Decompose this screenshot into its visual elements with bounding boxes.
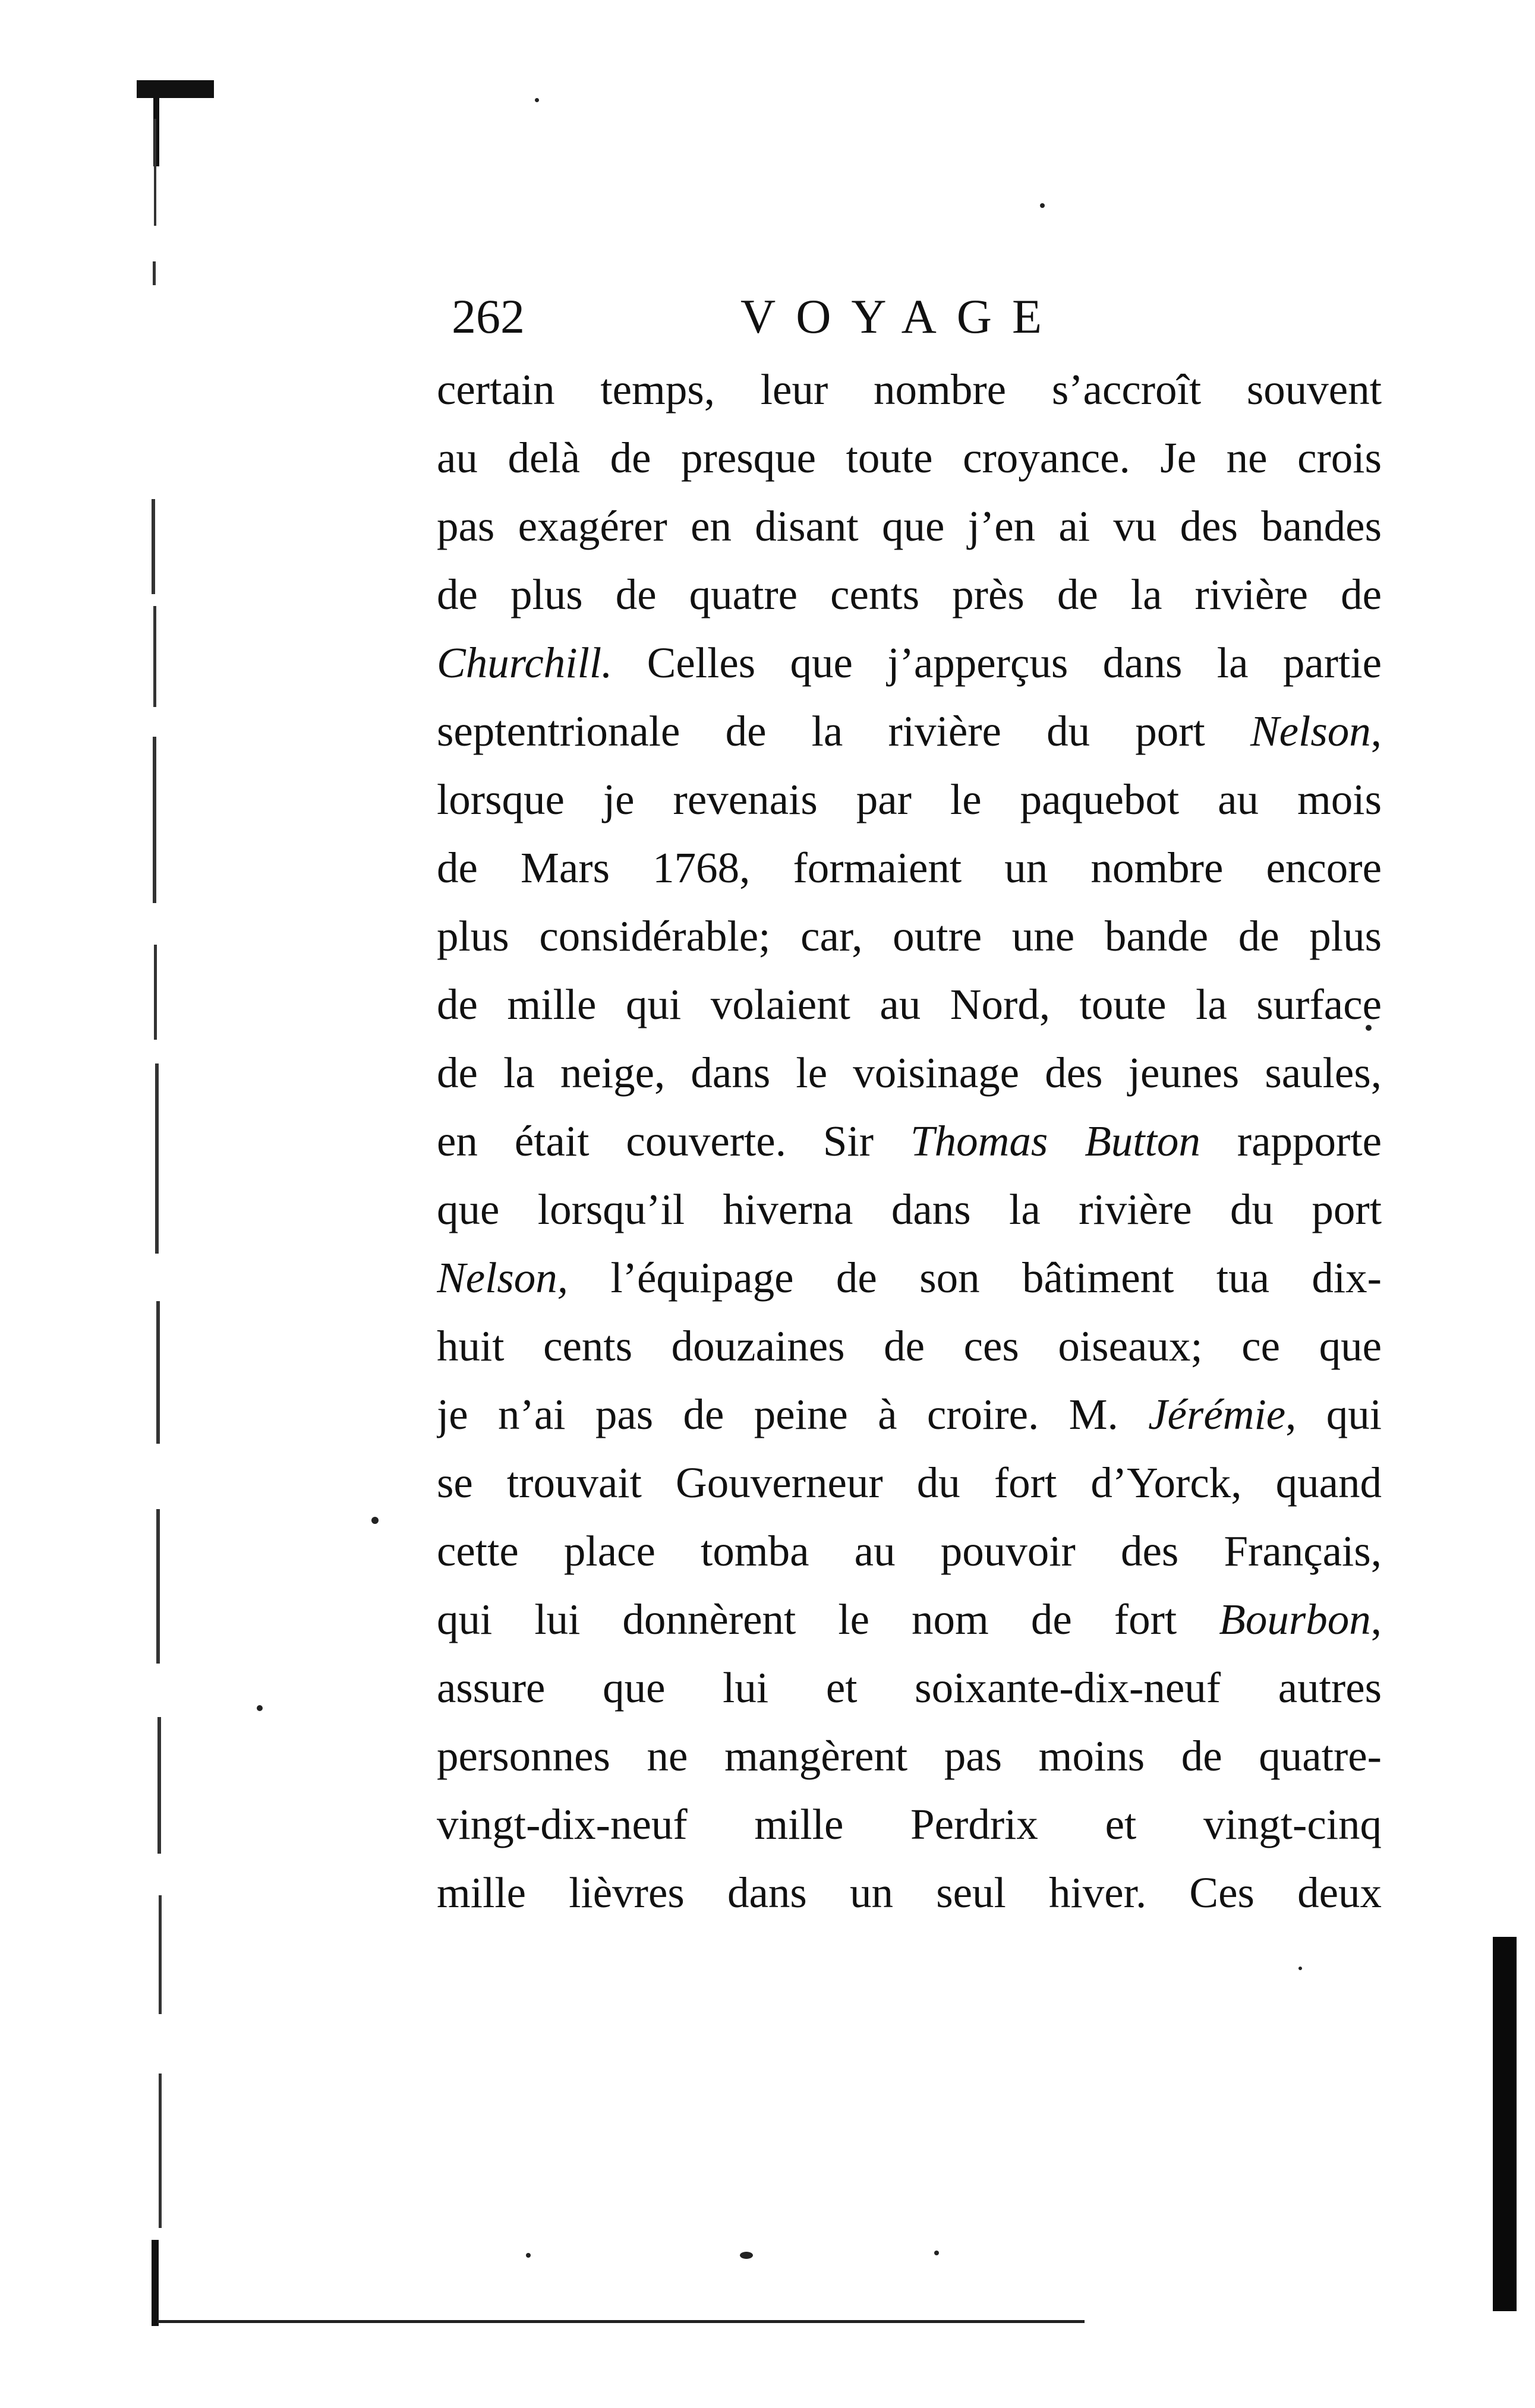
body-text [437, 355, 1382, 1927]
italic-segment: Jérémie [1148, 1390, 1286, 1438]
scan-bottom-rule [157, 2320, 1085, 2323]
scan-corner-mark [137, 80, 214, 98]
binding-mark [156, 1301, 160, 1444]
text-line: au delà de presque toute croyance. Je ne crois [437, 434, 1382, 482]
text-line: huit cents douzaines de ces oiseaux; ce que [437, 1322, 1382, 1370]
text-segment: en était couverte. Sir [437, 1117, 911, 1165]
binding-mark [156, 1509, 160, 1664]
ink-speck [1298, 1967, 1302, 1970]
text-line: que lorsqu’il hiverna dans la rivière du port [437, 1185, 1382, 1233]
ink-speck [934, 2251, 939, 2255]
binding-mark [157, 1717, 161, 1854]
text-line [437, 1585, 1382, 1653]
binding-mark [154, 119, 156, 226]
text-line [437, 1244, 1382, 1312]
binding-mark [154, 945, 157, 1040]
page-header [452, 284, 1105, 349]
text-line: personnes ne mangèrent pas moins de quatre- [437, 1732, 1382, 1780]
italic-segment: Thomas Button [910, 1117, 1200, 1165]
text-line: assure que lui et soixante-dix-neuf autres [437, 1664, 1382, 1712]
text-segment: septentrionale de la rivière du port [437, 707, 1250, 755]
scan-right-edge-bar [1493, 1937, 1517, 2311]
binding-mark [153, 737, 156, 903]
text-line: vingt-dix-neuf mille Perdrix et vingt-cinq [437, 1800, 1382, 1848]
text-line [437, 1380, 1382, 1448]
text-segment: qui lui donnèrent le nom de fort [437, 1595, 1219, 1643]
ink-speck [535, 98, 539, 102]
page-number: 262 [452, 289, 525, 343]
text-segment: , [1370, 1595, 1382, 1643]
ink-speck [740, 2252, 753, 2259]
ink-speck [526, 2253, 531, 2258]
binding-mark [159, 2074, 162, 2228]
text-line: lorsque je revenais par le paquebot au mois [437, 775, 1382, 823]
text-line: de la neige, dans le voisinage des jeunes saules, [437, 1049, 1382, 1097]
text-line: de mille qui volaient au Nord, toute la surface [437, 980, 1382, 1028]
text-segment: l’équipage de son bâtiment tua dix- [568, 1254, 1382, 1302]
italic-segment: Churchill. [437, 639, 613, 687]
ink-speck [257, 1705, 263, 1711]
italic-segment: Nelson [1250, 707, 1371, 755]
text-line [437, 1107, 1382, 1175]
text-line: plus considérable; car, outre une bande de plus [437, 912, 1382, 960]
text-line: se trouvait Gouverneur du fort d’Yorck, quand [437, 1459, 1382, 1507]
running-head: VOYAGE [740, 289, 1063, 343]
text-segment: , [1370, 707, 1382, 755]
text-segment: je n’ai pas de peine à croire. M. [437, 1390, 1149, 1438]
text-segment: rapporte [1200, 1117, 1382, 1165]
text-line: certain temps, leur nombre s’accroît souvent [437, 365, 1382, 414]
text-segment: Celles que j’apperçus dans la partie [612, 639, 1382, 687]
scan-bottom-corner-mark [152, 2240, 159, 2326]
binding-mark [155, 1063, 159, 1254]
italic-segment: Nelson, [437, 1254, 569, 1302]
binding-mark [152, 499, 155, 594]
binding-mark [153, 606, 156, 707]
ink-speck [1040, 203, 1045, 208]
text-segment: , qui [1285, 1390, 1382, 1438]
text-line: cette place tomba au pouvoir des Français, [437, 1527, 1382, 1575]
text-line [437, 629, 1382, 697]
text-line: de Mars 1768, formaient un nombre encore [437, 844, 1382, 892]
ink-speck [371, 1517, 379, 1524]
binding-mark [159, 1895, 162, 2014]
text-line: de plus de quatre cents près de la rivière de [437, 570, 1382, 618]
text-line [437, 697, 1382, 765]
binding-edge [152, 83, 165, 2234]
italic-segment: Bourbon [1219, 1595, 1371, 1643]
text-line: pas exagérer en disant que j’en ai vu des bandes [437, 502, 1382, 550]
text-line: mille lièvres dans un seul hiver. Ces deux [437, 1869, 1382, 1917]
binding-mark [153, 261, 156, 285]
